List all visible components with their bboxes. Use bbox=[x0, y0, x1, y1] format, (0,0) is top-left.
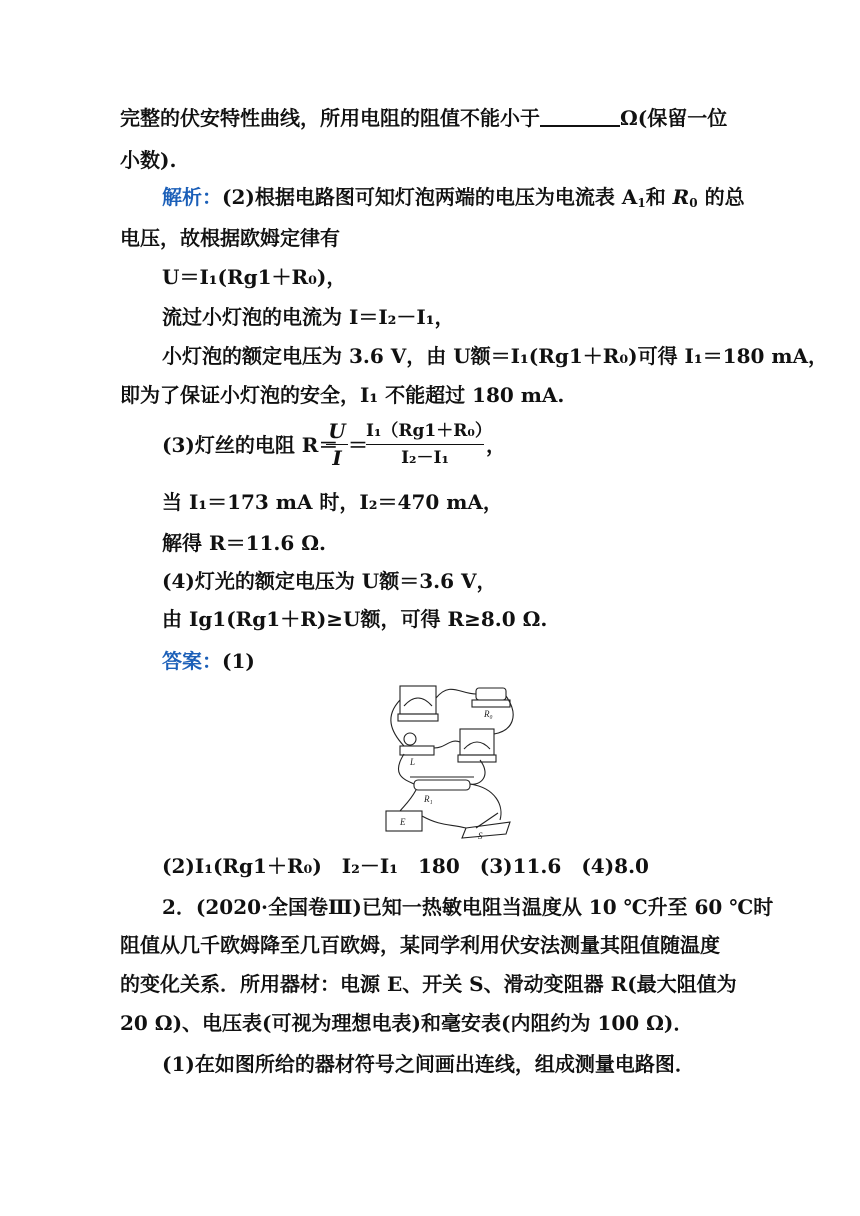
ammeter-top-icon bbox=[400, 686, 436, 714]
fraction-numerator: I₁（Rg1＋R₀） bbox=[366, 421, 492, 441]
switch-lever bbox=[476, 813, 498, 828]
circuit-diagram bbox=[380, 676, 520, 841]
wire bbox=[391, 700, 404, 746]
wire bbox=[436, 689, 476, 698]
question-2-line-5: (1)在如图所给的器材符号之间画出连线，组成测量电路图． bbox=[162, 1052, 695, 1076]
solution-line-2: 电压，故根据欧姆定律有 bbox=[120, 226, 340, 250]
fraction-denominator: I₂－I₁ bbox=[401, 448, 449, 468]
question-2-line-4: 20 Ω)、电压表(可视为理想电表)和毫安表(内阻约为 100 Ω)． bbox=[120, 1011, 694, 1035]
equation-1: U＝I₁(Rg1＋R₀)， bbox=[162, 265, 347, 289]
comma: ， bbox=[486, 433, 506, 457]
fraction-numerator: U bbox=[328, 419, 346, 443]
part4-line-2: 由 Ig1(Rg1＋R)≥U额，可得 R≥8.0 Ω. bbox=[162, 607, 548, 631]
fraction-u-over-i bbox=[326, 418, 348, 471]
subscript: 0 bbox=[689, 196, 698, 210]
meter-dial bbox=[404, 698, 432, 706]
line-text: (2)根据电路图可知灯泡两端的电压为电流表 A bbox=[222, 185, 638, 209]
resistance-intro: (3)灯丝的电阻 R＝ bbox=[162, 433, 339, 457]
answer-label: 答案： bbox=[162, 649, 222, 673]
equals-sign: ＝ bbox=[348, 433, 368, 457]
text-line-1 bbox=[120, 103, 727, 133]
wire bbox=[470, 760, 485, 784]
solution-label: 解析： bbox=[162, 185, 222, 209]
solution-line-1 bbox=[162, 182, 745, 218]
circuit-figure bbox=[380, 676, 520, 841]
subscript: 1 bbox=[637, 196, 646, 210]
wire bbox=[422, 816, 466, 828]
fraction-denominator: I bbox=[332, 446, 342, 470]
rheostat-icon bbox=[414, 780, 470, 790]
r0-resistor-icon bbox=[476, 688, 506, 700]
line-text: 的总 bbox=[704, 185, 745, 209]
wire bbox=[434, 741, 460, 748]
line-text: 完整的伏安特性曲线，所用电阻的阻值不能小于 bbox=[120, 106, 540, 130]
safety-line: 即为了保证小灯泡的安全，I₁ 不能超过 180 mA. bbox=[120, 383, 565, 407]
r1-label: R₁ bbox=[424, 794, 433, 804]
question-2-line-2: 阻值从几千欧姆降至几百欧姆，某同学利用伏安法测量其阻值随温度 bbox=[120, 933, 720, 957]
ammeter-base bbox=[398, 714, 438, 721]
battery-label: E bbox=[400, 817, 406, 827]
switch-icon bbox=[462, 822, 510, 838]
when-line: 当 I₁＝173 mA 时，I₂＝470 mA， bbox=[162, 490, 503, 514]
r0-base bbox=[472, 700, 510, 707]
line-text: Ω(保留一位 bbox=[620, 106, 728, 130]
line-text: R bbox=[672, 185, 690, 209]
text-line-2: 小数). bbox=[120, 148, 177, 172]
question-2-line-3: 的变化关系．所用器材：电源 E、开关 S、滑动变阻器 R(最大阻值为 bbox=[120, 972, 737, 996]
lamp-icon bbox=[404, 733, 416, 745]
lamp-base bbox=[400, 746, 434, 755]
solve-line: 解得 R＝11.6 Ω. bbox=[162, 531, 327, 555]
fraction-resistance bbox=[366, 418, 492, 471]
answer-blank bbox=[540, 105, 620, 127]
ammeter-base bbox=[458, 755, 496, 762]
answer-line-1 bbox=[162, 646, 255, 676]
question-2-line-1: 2．(2020·全国卷Ⅲ)已知一热敏电阻当温度从 10 ℃升至 60 ℃时 bbox=[162, 895, 774, 919]
answer-line-2: (2)I₁(Rg1＋R₀) I₂－I₁ 180 (3)11.6 (4)8.0 bbox=[162, 854, 649, 878]
part4-line-1: (4)灯光的额定电压为 U额＝3.6 V， bbox=[162, 569, 497, 593]
wire bbox=[400, 790, 416, 811]
line-text: 和 bbox=[645, 185, 666, 209]
switch-label: S bbox=[478, 831, 483, 841]
current-line: 流过小灯泡的电流为 I＝I₂－I₁， bbox=[162, 305, 455, 329]
r0-label: R₀ bbox=[484, 709, 493, 719]
lamp-label: L bbox=[410, 757, 416, 767]
meter-dial bbox=[464, 742, 490, 749]
rated-voltage-line: 小灯泡的额定电压为 3.6 V，由 U额＝I₁(Rg1＋R₀)可得 I₁＝180 mA， bbox=[162, 344, 829, 368]
line-text: (1) bbox=[222, 649, 255, 673]
